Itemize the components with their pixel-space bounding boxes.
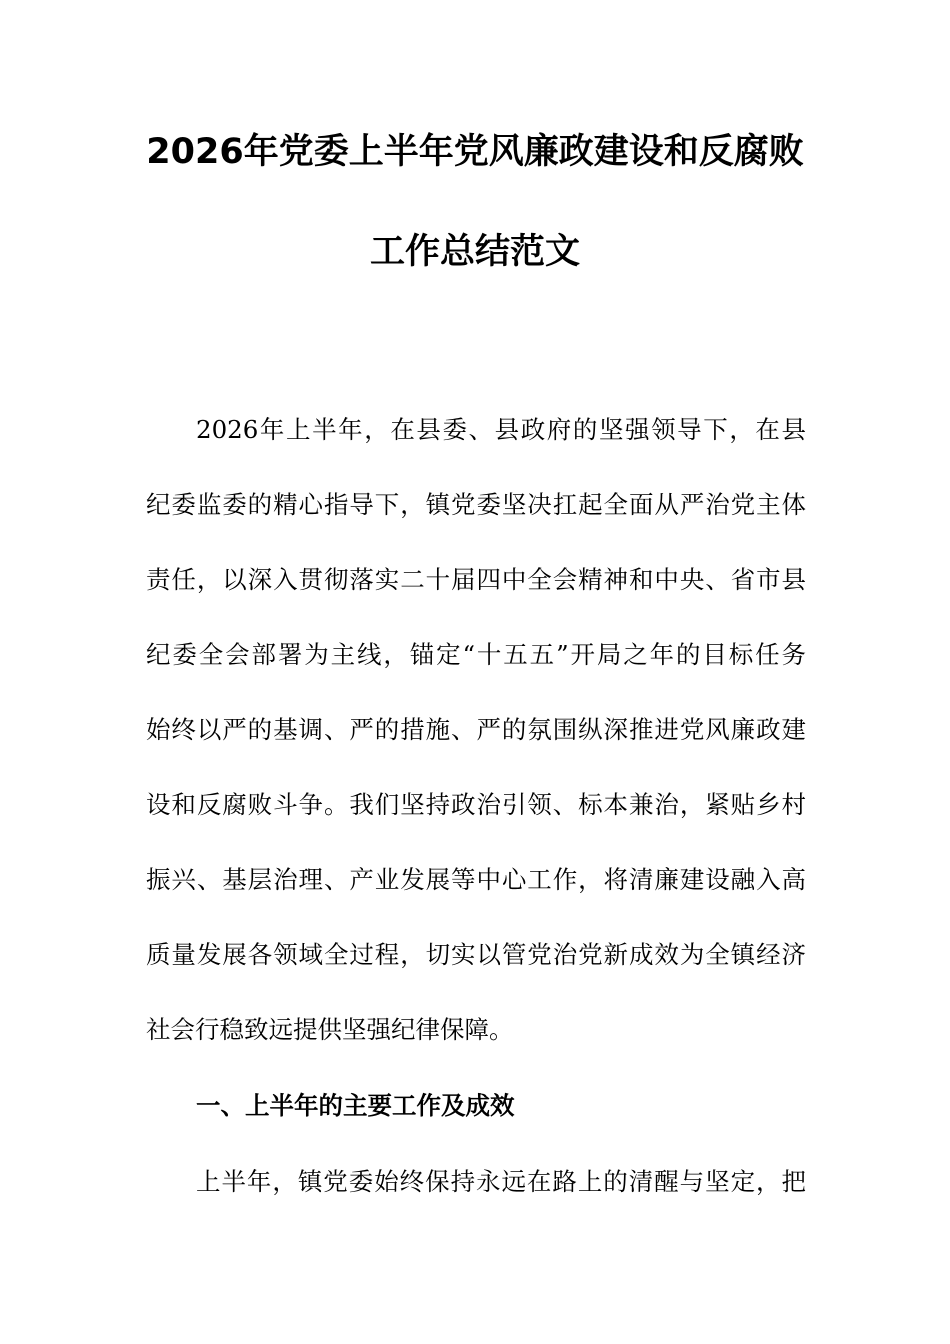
intro-paragraph-line: 质量发展各领域全过程，切实以管党治党新成效为全镇经济 [146, 940, 806, 969]
intro-paragraph-line: 2026年上半年，在县委、县政府的坚强领导下，在县 [196, 415, 806, 444]
intro-paragraph-line: 纪委监委的精心指导下，镇党委坚决扛起全面从严治党主体 [146, 490, 806, 519]
intro-paragraph-line: 纪委全会部署为主线，锚定“十五五”开局之年的目标任务 [146, 640, 806, 669]
section-heading: 一、上半年的主要工作及成效 [196, 1091, 515, 1120]
section-paragraph-line: 上半年，镇党委始终保持永远在路上的清醒与坚定，把 [196, 1167, 806, 1196]
intro-paragraph-line: 设和反腐败斗争。我们坚持政治引领、标本兼治，紧贴乡村 [146, 790, 806, 819]
intro-paragraph-line: 始终以严的基调、严的措施、严的氛围纵深推进党风廉政建 [146, 715, 806, 744]
document-title-line-1: 2026年党委上半年党风廉政建设和反腐败 [146, 132, 804, 172]
intro-paragraph-line: 振兴、基层治理、产业发展等中心工作，将清廉建设融入高 [146, 865, 806, 894]
document-title-line-2: 工作总结范文 [369, 232, 580, 272]
intro-paragraph-line: 责任，以深入贯彻落实二十届四中全会精神和中央、省市县 [146, 565, 806, 594]
intro-paragraph-line: 社会行稳致远提供坚强纪律保障。 [146, 1015, 514, 1044]
